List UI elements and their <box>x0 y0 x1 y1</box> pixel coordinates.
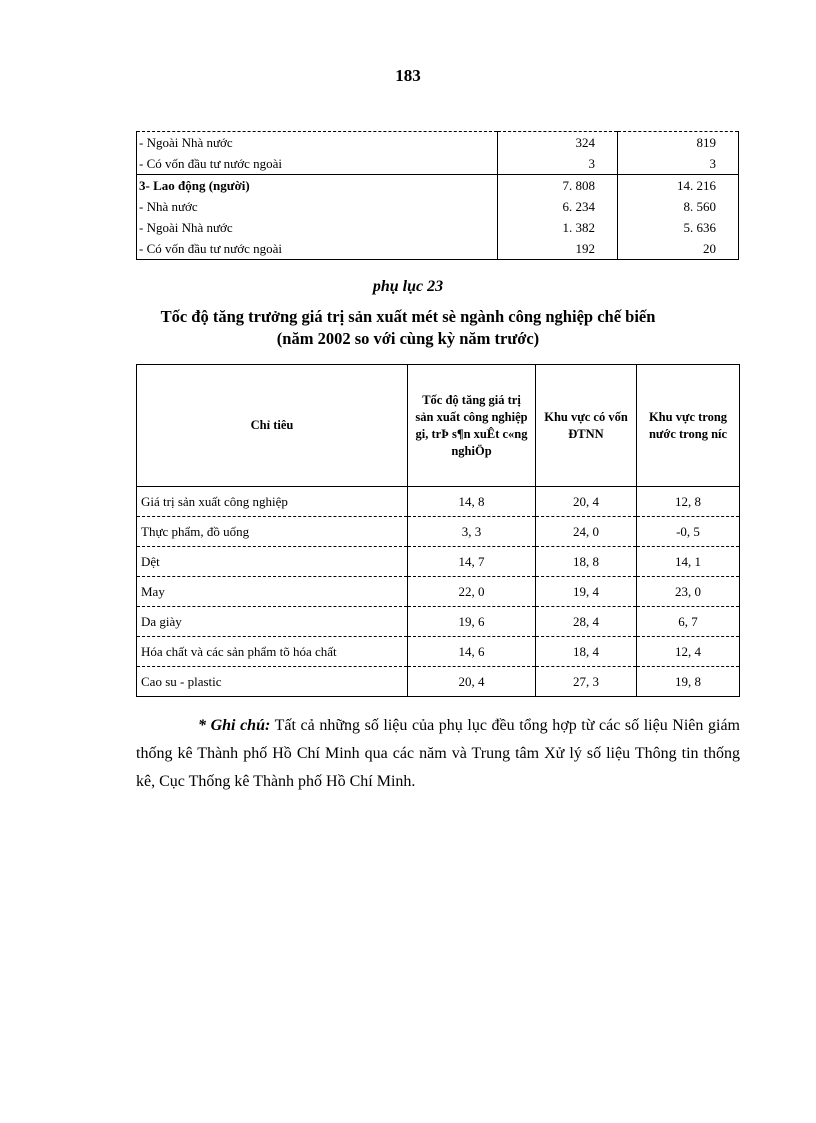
row-label: May <box>137 577 408 607</box>
row-label: Thực phẩm, đồ uống <box>137 517 408 547</box>
row-value: 14, 8 <box>408 487 536 517</box>
row-value: 18, 4 <box>536 637 637 667</box>
row-value: 6. 234 <box>498 196 618 217</box>
row-label: Hóa chất và các sản phẩm tõ hóa chất <box>137 637 408 667</box>
row-value: 6, 7 <box>637 607 740 637</box>
row-value: 23, 0 <box>637 577 740 607</box>
row-value: 20, 4 <box>408 667 536 697</box>
row-value: 12, 4 <box>637 637 740 667</box>
row-value: 14, 1 <box>637 547 740 577</box>
header-indicator: Chỉ tiêu <box>137 365 408 487</box>
row-value: 19, 4 <box>536 577 637 607</box>
row-value: 3, 3 <box>408 517 536 547</box>
row-label: - Ngoài Nhà nước <box>137 132 498 154</box>
footnote-text: Tất cả những số liệu của phụ lục đều tổng hợp từ các số liệu Niên giám thống kê Thành phố Hồ Chí Minh qua các năm và Trung tâm Xử lý số liệu Thông tin thống kê, Cục Thống kê Thành phố Hồ Chí Minh. <box>136 717 740 790</box>
row-value: 19, 8 <box>637 667 740 697</box>
row-label: Giá trị sản xuất công nghiệp <box>137 487 408 517</box>
footnote <box>136 712 740 796</box>
row-value: 14, 6 <box>408 637 536 667</box>
row-value: -0, 5 <box>637 517 740 547</box>
table-subtitle: (năm 2002 so với cùng kỳ năm trước) <box>276 329 540 348</box>
footnote-label: * Ghi chú: <box>198 717 271 734</box>
row-value: 20, 4 <box>536 487 637 517</box>
row-value: 324 <box>498 132 618 154</box>
table-row <box>137 667 740 697</box>
continuation-table <box>136 131 739 260</box>
row-label: 3- Lao động (người) <box>137 175 498 197</box>
row-value: 8. 560 <box>618 196 739 217</box>
table-row <box>137 175 739 197</box>
row-label: - Nhà nước <box>137 196 498 217</box>
page-number: 183 <box>395 66 421 85</box>
row-value: 192 <box>498 238 618 260</box>
row-value: 3 <box>618 153 739 175</box>
table-row <box>137 517 740 547</box>
table-row <box>137 153 739 175</box>
row-value: 19, 6 <box>408 607 536 637</box>
header-fdi-sector: Khu vực có vốn ĐTNN <box>536 365 637 487</box>
row-label: - Ngoài Nhà nước <box>137 217 498 238</box>
row-value: 14, 7 <box>408 547 536 577</box>
row-value: 3 <box>498 153 618 175</box>
row-label: Dệt <box>137 547 408 577</box>
row-value: 1. 382 <box>498 217 618 238</box>
row-label: - Có vốn đầu tư nước ngoài <box>137 153 498 175</box>
growth-rate-table <box>136 364 740 697</box>
table-row <box>137 217 739 238</box>
row-value: 7. 808 <box>498 175 618 197</box>
header-domestic-sector: Khu vực trong nước trong níc <box>637 365 740 487</box>
appendix-label: phụ lục 23 <box>372 278 444 295</box>
row-label: Cao su - plastic <box>137 667 408 697</box>
table-row <box>137 577 740 607</box>
row-value: 12, 8 <box>637 487 740 517</box>
row-value: 20 <box>618 238 739 260</box>
table-row <box>137 487 740 517</box>
row-value: 24, 0 <box>536 517 637 547</box>
row-label: Da giày <box>137 607 408 637</box>
table-row <box>137 196 739 217</box>
row-value: 28, 4 <box>536 607 637 637</box>
header-row <box>137 365 740 487</box>
row-value: 819 <box>618 132 739 154</box>
table-row <box>137 607 740 637</box>
row-value: 14. 216 <box>618 175 739 197</box>
table-row <box>137 547 740 577</box>
row-value: 22, 0 <box>408 577 536 607</box>
header-growth-rate: Tốc độ tăng giá trị sản xuất công nghiệp gi, trÞ s¶n xuÊt c«ng nghiÖp <box>408 365 536 487</box>
row-value: 18, 8 <box>536 547 637 577</box>
table-title: Tốc độ tăng trưởng giá trị sản xuất mét sè ngành công nghiệp chế biến <box>160 307 656 326</box>
row-value: 5. 636 <box>618 217 739 238</box>
table-row <box>137 238 739 260</box>
row-value: 27, 3 <box>536 667 637 697</box>
table-row <box>137 132 739 154</box>
row-label: - Có vốn đầu tư nước ngoài <box>137 238 498 260</box>
table-row <box>137 637 740 667</box>
